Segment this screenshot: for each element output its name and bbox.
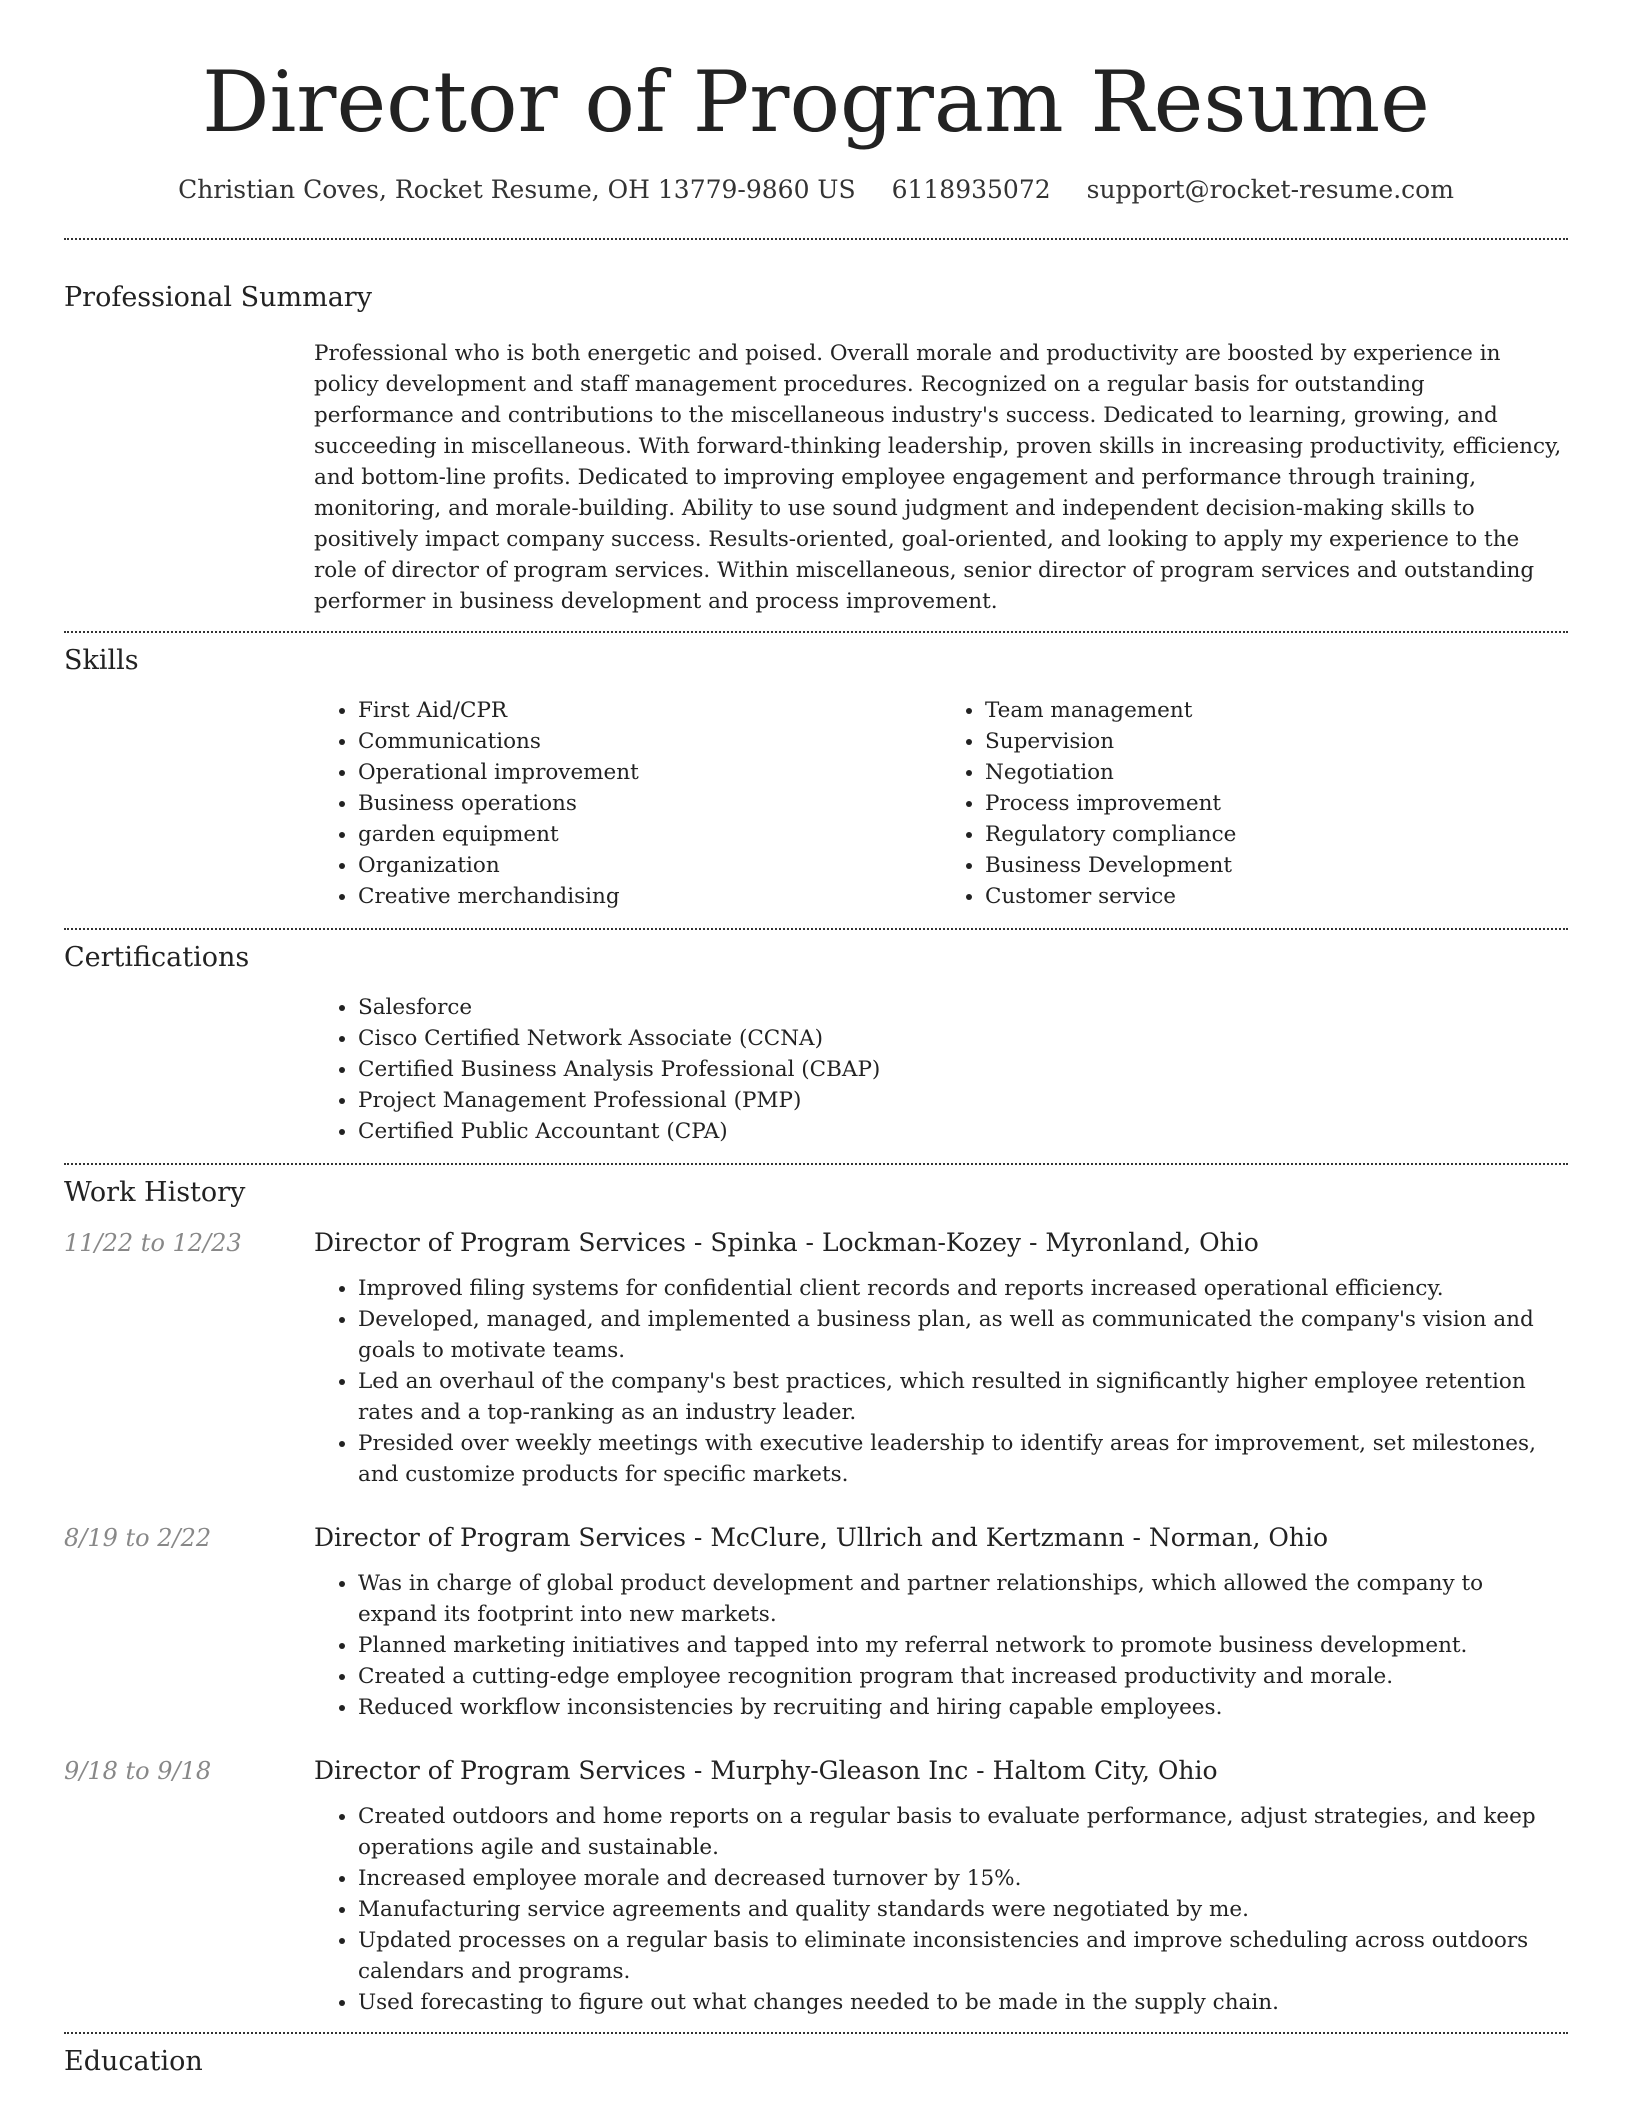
- list-item: • Developed, managed, and implemented a business plan, as well as communicated the company's vision and goals to motivate teams.: [358, 1304, 1568, 1366]
- list-item: • Organization: [358, 850, 941, 881]
- skills-columns: [314, 679, 1568, 928]
- list-item: • Updated processes on a regular basis to eliminate inconsistencies and improve scheduling across outdoors calendars and programs.: [358, 1925, 1568, 1987]
- list-item: • Business operations: [358, 788, 941, 819]
- list-item: • First Aid/CPR: [358, 695, 941, 726]
- list-item: • Used forecasting to figure out what changes needed to be made in the supply chain.: [358, 1987, 1568, 2018]
- list-item: • Business Development: [985, 850, 1568, 881]
- job-body: [314, 1520, 1568, 1723]
- list-item: • Certified Public Accountant (CPA): [358, 1116, 1568, 1147]
- job-entry: [64, 1520, 1568, 1723]
- list-item: • Created a cutting-edge employee recognition program that increased productivity and morale.: [358, 1661, 1568, 1692]
- summary-text: Professional who is both energetic and poised. Overall morale and productivity are boosted by experience in policy development and staff management procedures. Recognized on a regular basis for outstanding performance and contributions to the miscellaneous industry's success. Dedicated to learning, growing, and succeeding in miscellaneous. With forward-thinking leadership, proven skills in increasing productivity, efficiency, and bottom-line profits. Dedicated to improving employee engagement and performance through training, monitoring, and morale-building. Ability to use sound judgment and independent decision-making skills to positively impact company success. Results-oriented, goal-oriented, and looking to apply my experience to the role of director of program services. Within miscellaneous, senior director of program services and outstanding performer in business development and process improvement.: [314, 341, 1562, 614]
- job-body: [314, 1225, 1568, 1490]
- skills-list-right: [941, 695, 1568, 912]
- list-item: • Certified Business Analysis Professional (CBAP): [358, 1054, 1568, 1085]
- education-section: [64, 2034, 1568, 2080]
- list-item: • Was in charge of global product development and partner relationships, which allowed the company to expand its footprint into new markets.: [358, 1568, 1568, 1630]
- list-item: • Led an overhaul of the company's best practices, which resulted in significantly higher employee retention rates and a top-ranking as an industry leader.: [358, 1366, 1568, 1428]
- list-item: • Salesforce: [358, 992, 1568, 1023]
- job-bullets: [314, 1568, 1568, 1723]
- list-item: • Negotiation: [985, 757, 1568, 788]
- skills-section: [64, 633, 1568, 928]
- skills-list-left: [314, 695, 941, 912]
- job-entry: [64, 1225, 1568, 1490]
- contact-email: support@rocket-resume.com: [1086, 175, 1454, 204]
- summary-section: [64, 240, 1568, 631]
- contact-line: [64, 172, 1568, 208]
- job-entry: [64, 1753, 1568, 2018]
- list-item: • garden equipment: [358, 819, 941, 850]
- work-history-section: [64, 1165, 1568, 2032]
- list-item: • Presided over weekly meetings with executive leadership to identify areas for improvement, set milestones, and customize products for specific markets.: [358, 1428, 1568, 1490]
- resume-title: Director of Program Resume: [202, 53, 1430, 151]
- list-item: • Improved filing systems for confidential client records and reports increased operational efficiency.: [358, 1273, 1568, 1304]
- section-heading-work: Work History: [64, 1177, 246, 1208]
- list-item: • Regulatory compliance: [985, 819, 1568, 850]
- list-item: • Communications: [358, 726, 941, 757]
- certifications-section: [64, 930, 1568, 1163]
- list-item: • Process improvement: [985, 788, 1568, 819]
- list-item: • Supervision: [985, 726, 1568, 757]
- list-item: • Creative merchandising: [358, 881, 941, 912]
- work-history-entries: [64, 1225, 1568, 2032]
- contact-phone: 6118935072: [891, 175, 1051, 204]
- job-dates: 9/18 to 9/18: [64, 1757, 212, 1785]
- list-item: • Increased employee morale and decreased turnover by 15%.: [358, 1863, 1568, 1894]
- list-item: • Customer service: [985, 881, 1568, 912]
- certifications-list: [314, 992, 1568, 1147]
- section-heading-education: Education: [64, 2046, 203, 2077]
- list-item: • Manufacturing service agreements and quality standards were negotiated by me.: [358, 1894, 1568, 1925]
- list-item: • Project Management Professional (PMP): [358, 1085, 1568, 1116]
- list-item: • Cisco Certified Network Associate (CCNA): [358, 1023, 1568, 1054]
- list-item: • Planned marketing initiatives and tapped into my referral network to promote business development.: [358, 1630, 1568, 1661]
- job-dates: 11/22 to 12/23: [64, 1229, 242, 1257]
- contact-address: Christian Coves, Rocket Resume, OH 13779-9860 US: [178, 175, 856, 204]
- job-title: Director of Program Services - Murphy-Gleason Inc - Haltom City, Ohio: [314, 1756, 1218, 1785]
- certifications-content: [314, 976, 1568, 1163]
- job-title: Director of Program Services - Spinka - Lockman-Kozey - Myronland, Ohio: [314, 1228, 1259, 1257]
- job-bullets: [314, 1801, 1568, 2018]
- section-heading-skills: Skills: [64, 645, 139, 676]
- job-dates: 8/19 to 2/22: [64, 1524, 212, 1552]
- list-item: • Team management: [985, 695, 1568, 726]
- job-body: [314, 1753, 1568, 2018]
- list-item: • Reduced workflow inconsistencies by recruiting and hiring capable employees.: [358, 1692, 1568, 1723]
- job-title: Director of Program Services - McClure, Ullrich and Kertzmann - Norman, Ohio: [314, 1523, 1329, 1552]
- list-item: • Created outdoors and home reports on a regular basis to evaluate performance, adjust strategies, and keep operations agile and sustainable.: [358, 1801, 1568, 1863]
- list-item: • Operational improvement: [358, 757, 941, 788]
- section-heading-summary: Professional Summary: [64, 282, 372, 313]
- section-heading-certifications: Certifications: [64, 942, 250, 973]
- job-bullets: [314, 1273, 1568, 1490]
